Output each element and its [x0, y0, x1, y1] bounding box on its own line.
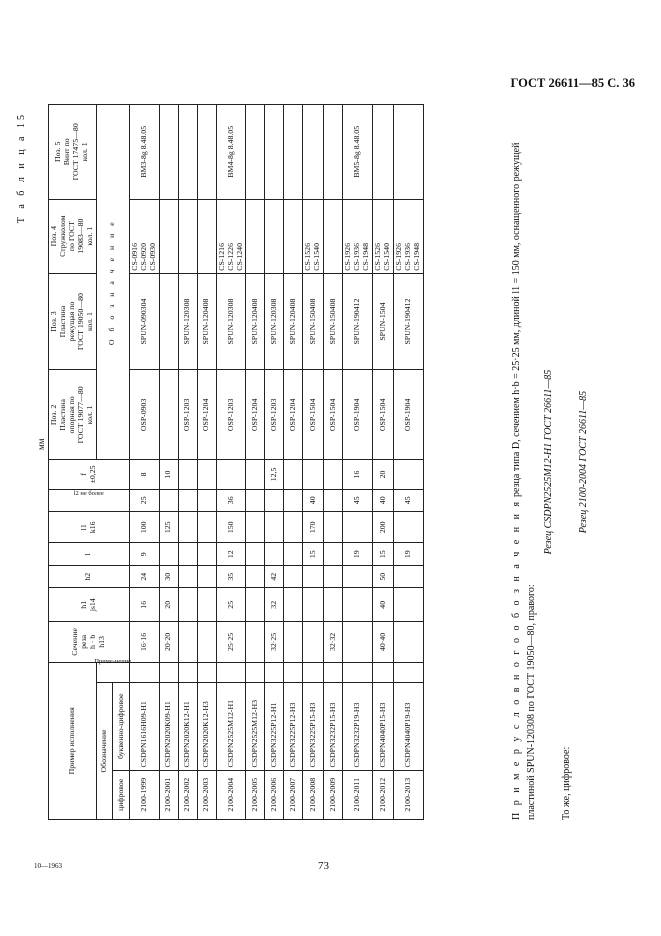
cell-l1	[394, 512, 424, 543]
cell-app	[343, 662, 373, 682]
cell-h1: 16	[129, 588, 159, 622]
pos2-header: Поз. 2 Пластина опорная по ГОСТ 19077—80 кол. 1	[49, 370, 97, 460]
cell-section	[197, 622, 216, 662]
cell-pos3: SPUN-150408	[324, 273, 343, 370]
cell-pos5	[178, 105, 197, 200]
cell-pos5	[303, 105, 324, 200]
cell-pos4	[324, 199, 343, 273]
cell-digital: 2100-2007	[284, 770, 303, 819]
cell-pos4	[265, 199, 284, 273]
cell-l2: 40	[303, 489, 324, 511]
example-paragraph	[510, 104, 539, 820]
cell-h2: 50	[373, 565, 394, 587]
cell-l	[324, 543, 343, 565]
cell-f	[394, 460, 424, 489]
l-header: l	[49, 543, 130, 565]
table-row	[324, 105, 343, 820]
cell-section: 20·20	[159, 622, 178, 662]
cell-app	[394, 662, 424, 682]
cell-l2	[324, 489, 343, 511]
application-header: Приме-нение	[96, 662, 129, 682]
cell-pos3: SPUN-190412	[343, 273, 373, 370]
cell-l2: 36	[216, 489, 246, 511]
cell-app	[178, 662, 197, 682]
cell-pos2: OSP-1203	[178, 370, 197, 460]
cell-pos4	[178, 199, 197, 273]
cell-digital: 2100-2013	[394, 770, 424, 819]
cell-h2: 30	[159, 565, 178, 587]
cell-pos2: OSP-1904	[343, 370, 373, 460]
cell-section: 32·25	[265, 622, 284, 662]
cell-h1	[178, 588, 197, 622]
cell-f	[197, 460, 216, 489]
cell-alnum: CSDPN3225P15-H3	[303, 682, 324, 770]
table-row	[284, 105, 303, 820]
table-row	[394, 105, 424, 820]
cell-pos2: OSP-1504	[373, 370, 394, 460]
cell-l1	[343, 512, 373, 543]
table-row	[129, 105, 159, 820]
cell-pos4	[284, 199, 303, 273]
example-lead: П р и м е р у с л о в н о г о о б о з н а ч е н и я	[511, 499, 522, 820]
cell-pos5	[373, 105, 394, 200]
cell-h1	[246, 588, 265, 622]
cell-pos4	[197, 199, 216, 273]
cell-alnum: CSDPN1616H09-H1	[129, 682, 159, 770]
table-row	[216, 105, 246, 820]
cell-pos5	[246, 105, 265, 200]
cell-section	[284, 622, 303, 662]
cell-app	[197, 662, 216, 682]
page-number: 73	[318, 860, 329, 872]
cell-pos3: SPUN-150408	[303, 273, 324, 370]
cell-pos2: OSP-1204	[197, 370, 216, 460]
example-text: резца типа D, сечением h·b = 25·25 мм, длиной l1 = 150 мм, оснащенного режущей пластиной SPUN-120308 по ГОСТ 19050—80, правого:	[511, 142, 537, 820]
cell-pos5	[394, 105, 424, 200]
cell-section: 16·16	[129, 622, 159, 662]
cell-pos3: SPUN-1504	[373, 273, 394, 370]
specs-table	[48, 104, 424, 820]
cell-f	[324, 460, 343, 489]
table-row	[265, 105, 284, 820]
page-header: ГОСТ 26611—85 С. 36	[510, 76, 635, 90]
cell-pos2: OSP-1504	[324, 370, 343, 460]
cell-pos2: OSP-1203	[265, 370, 284, 460]
cell-pos3: SPUN-120408	[246, 273, 265, 370]
cell-h2: 24	[129, 565, 159, 587]
cell-pos2: OSP-0903	[129, 370, 159, 460]
cell-pos3: SPUN-120308	[216, 273, 246, 370]
cell-section	[394, 622, 424, 662]
cell-app	[129, 662, 159, 682]
cell-h2	[246, 565, 265, 587]
cell-pos3	[159, 273, 178, 370]
cell-app	[324, 662, 343, 682]
cell-alnum: CSDPN2020K12-H3	[197, 682, 216, 770]
cell-f	[246, 460, 265, 489]
cell-l2	[284, 489, 303, 511]
table-row	[303, 105, 324, 820]
digital-text: То же, цифровое:	[560, 746, 572, 820]
cell-h1	[343, 588, 373, 622]
cell-pos2: OSP-1204	[246, 370, 265, 460]
cell-h1: 25	[216, 588, 246, 622]
cell-l1	[178, 512, 197, 543]
designation-sub-header: О б о з н а ч е н и е	[96, 105, 129, 460]
cell-l2: 45	[394, 489, 424, 511]
table-row	[246, 105, 265, 820]
l1-header: l1 k16	[49, 512, 130, 543]
cell-app	[159, 662, 178, 682]
alnum-header: буквенно-цифровое	[113, 682, 130, 770]
cell-digital: 2100-2001	[159, 770, 178, 819]
example-designation: Резец CSDPN2525M12-H1 ГОСТ 26611—85	[543, 369, 554, 555]
cell-f	[178, 460, 197, 489]
cell-pos4: CS-1216 CS-1226 CS-1240	[216, 199, 246, 273]
cell-l2: 45	[343, 489, 373, 511]
table-row	[159, 105, 178, 820]
cell-h1	[324, 588, 343, 622]
cell-pos4: CS-0916 CS-0920 CS-0930	[129, 199, 159, 273]
notes	[510, 104, 595, 820]
cell-pos2: OSP-1504	[303, 370, 324, 460]
h1-header: h1 js14	[49, 588, 130, 622]
pos5-header: Поз. 5 Винт по ГОСТ 17475—80 кол. 1	[49, 105, 97, 200]
cell-pos3: SPUN-120408	[284, 273, 303, 370]
digital-header: цифровое	[113, 770, 130, 819]
section-header: Сечение реза h · b h13	[49, 622, 130, 662]
pos3-header: Поз. 3 Пластина режущая по ГОСТ 19050—80 кол. 1	[49, 273, 97, 370]
cell-l1	[197, 512, 216, 543]
cell-section: 32·32	[324, 622, 343, 662]
cell-h1: 32	[265, 588, 284, 622]
table-row	[373, 105, 394, 820]
cell-app	[265, 662, 284, 682]
h2-header: h2	[49, 565, 130, 587]
units-label: мм	[36, 438, 46, 450]
cell-alnum: CSDPN3232P19-H3	[343, 682, 373, 770]
cell-l1: 100	[129, 512, 159, 543]
cell-pos5	[324, 105, 343, 200]
cell-section	[178, 622, 197, 662]
cell-l2: 40	[373, 489, 394, 511]
cell-h1: 20	[159, 588, 178, 622]
cell-l2: 25	[129, 489, 159, 511]
cell-l	[178, 543, 197, 565]
cell-h2	[178, 565, 197, 587]
cell-l1: 200	[373, 512, 394, 543]
cell-l: 15	[373, 543, 394, 565]
cell-h2: 35	[216, 565, 246, 587]
cell-alnum: CSDPN2020K12-H1	[178, 682, 197, 770]
cell-l1	[246, 512, 265, 543]
cell-pos3: SPUN-090304	[129, 273, 159, 370]
cell-alnum: CSDPN3232P15-H3	[324, 682, 343, 770]
cell-pos5: ВМ3-8g 8.48.05	[129, 105, 159, 200]
cell-h2	[324, 565, 343, 587]
cell-section: 25·25	[216, 622, 246, 662]
cell-pos5: ВМ4-8g 8.48.05	[216, 105, 246, 200]
cell-f: 20	[373, 460, 394, 489]
cell-pos5	[265, 105, 284, 200]
cell-pos4: CS-1926 CS-1936 CS-1948	[394, 199, 424, 273]
cell-l2	[159, 489, 178, 511]
cell-h2	[303, 565, 324, 587]
cell-f: 8	[129, 460, 159, 489]
cell-l2	[246, 489, 265, 511]
table-caption: Т а б л и ц а 15	[16, 112, 27, 224]
cell-pos2: OSP-1203	[216, 370, 246, 460]
cell-h2	[284, 565, 303, 587]
cell-f: 16	[343, 460, 373, 489]
cell-alnum: CSDPN3225P12-H1	[265, 682, 284, 770]
cell-l2	[197, 489, 216, 511]
example-header: Пример исполнения	[49, 662, 97, 819]
cell-digital: 2100-2005	[246, 770, 265, 819]
cell-digital: 2100-2008	[303, 770, 324, 819]
cell-alnum: CSDPN2020K09-H1	[159, 682, 178, 770]
digital-designation: Резец 2100-2004 ГОСТ 26611—85	[578, 390, 589, 534]
cell-digital: 2100-2003	[197, 770, 216, 819]
cell-digital: 2100-2012	[373, 770, 394, 819]
cell-l	[265, 543, 284, 565]
cell-l1	[265, 512, 284, 543]
cell-pos3: SPUN-120408	[197, 273, 216, 370]
pos4-header: Поз. 4 Стружколом по ГОСТ 19083—80 кол. 1	[49, 199, 97, 273]
cell-alnum: CSDPN4040P19-H3	[394, 682, 424, 770]
cell-app	[373, 662, 394, 682]
cell-pos3: SPUN-120308	[178, 273, 197, 370]
cell-l: 12	[216, 543, 246, 565]
cell-pos3: SPUN-190412	[394, 273, 424, 370]
designation-header: Обозначение	[96, 682, 113, 819]
cell-h1	[303, 588, 324, 622]
cell-l1: 150	[216, 512, 246, 543]
cell-f	[303, 460, 324, 489]
cell-digital: 2100-1999	[129, 770, 159, 819]
cell-app	[246, 662, 265, 682]
cell-h2	[197, 565, 216, 587]
cell-digital: 2100-2004	[216, 770, 246, 819]
cell-l1	[324, 512, 343, 543]
cell-h1	[394, 588, 424, 622]
cell-l1: 170	[303, 512, 324, 543]
table-row	[197, 105, 216, 820]
cell-h1	[197, 588, 216, 622]
table-row	[178, 105, 197, 820]
cell-pos4: CS-1926 CS-1936 CS-1948	[343, 199, 373, 273]
cell-digital: 2100-2006	[265, 770, 284, 819]
cell-digital: 2100-2002	[178, 770, 197, 819]
cell-section: 40·40	[373, 622, 394, 662]
cell-pos4	[246, 199, 265, 273]
f-header: f ±0,25	[49, 460, 130, 489]
cell-f	[284, 460, 303, 489]
cell-l: 9	[129, 543, 159, 565]
footer-code: 10—1963	[34, 862, 62, 870]
cell-h2	[343, 565, 373, 587]
cell-pos5	[284, 105, 303, 200]
cell-l2	[178, 489, 197, 511]
cell-l: 19	[394, 543, 424, 565]
cell-pos2: OSP-1204	[284, 370, 303, 460]
cell-l: 15	[303, 543, 324, 565]
cell-l1	[284, 512, 303, 543]
cell-section	[303, 622, 324, 662]
rotated-content	[10, 100, 650, 840]
cell-pos5: ВМ5-8g 8.48.05	[343, 105, 373, 200]
cell-pos4	[159, 199, 178, 273]
cell-app	[303, 662, 324, 682]
cell-l	[159, 543, 178, 565]
cell-digital: 2100-2009	[324, 770, 343, 819]
cell-f	[216, 460, 246, 489]
cell-pos5	[159, 105, 178, 200]
cell-h1: 40	[373, 588, 394, 622]
cell-alnum: CSDPN4040P15-H3	[373, 682, 394, 770]
cell-alnum: CSDPN2525M12-H3	[246, 682, 265, 770]
cell-alnum: CSDPN2525M12-H1	[216, 682, 246, 770]
cell-section	[246, 622, 265, 662]
l2-header: l2 не более	[49, 489, 130, 511]
cell-h1	[284, 588, 303, 622]
cell-f: 10	[159, 460, 178, 489]
cell-app	[216, 662, 246, 682]
cell-l	[246, 543, 265, 565]
cell-digital: 2100-2011	[343, 770, 373, 819]
cell-pos3: SPUN-120308	[265, 273, 284, 370]
cell-l2	[265, 489, 284, 511]
cell-pos4: CS-1526 CS-1540	[373, 199, 394, 273]
cell-h2: 42	[265, 565, 284, 587]
cell-f: 12,5	[265, 460, 284, 489]
cell-l	[197, 543, 216, 565]
cell-pos5	[197, 105, 216, 200]
cell-l1: 125	[159, 512, 178, 543]
cell-pos2	[159, 370, 178, 460]
cell-section	[343, 622, 373, 662]
cell-h2	[394, 565, 424, 587]
cell-pos4: CS-1526 CS-1540	[303, 199, 324, 273]
cell-l: 19	[343, 543, 373, 565]
table-row	[343, 105, 373, 820]
cell-alnum: CSDPN3225P12-H3	[284, 682, 303, 770]
cell-app	[284, 662, 303, 682]
table-body	[129, 105, 423, 820]
cell-l	[284, 543, 303, 565]
cell-pos2: OSP-1904	[394, 370, 424, 460]
